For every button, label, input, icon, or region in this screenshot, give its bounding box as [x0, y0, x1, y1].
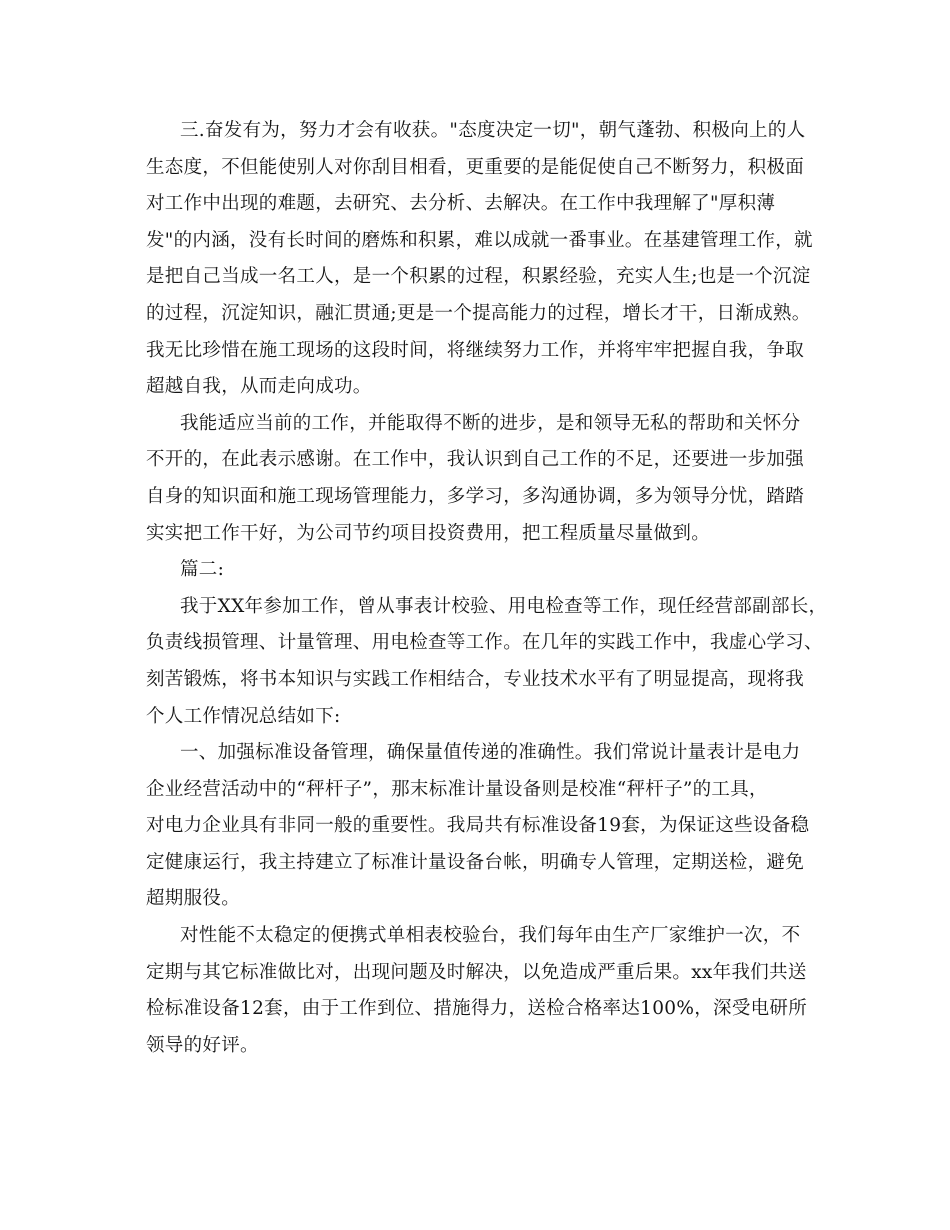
text-line: 我于XX年参加工作，曾从事表计校验、用电检查等工作，现任经营部副部长，: [180, 595, 828, 617]
text-line: 三.奋发有为，努力才会有收获。"态度决定一切"，朝气蓬勃、积极向上的人: [180, 120, 806, 141]
text-line: 自身的知识面和施工现场管理能力，多学习，多沟通协调，多为领导分忧，踏踏: [146, 485, 805, 507]
text-line: 领导的好评。: [146, 1034, 259, 1056]
text-line: 发"的内涵，没有长时间的磨炼和积累，难以成就一番事业。在基建管理工作，就: [146, 229, 813, 251]
text-line: 超期服役。: [146, 888, 241, 910]
text-line: 一、加强标准设备管理，确保量值传递的准确性。我们常说计量表计是电力: [180, 742, 801, 764]
text-line: 定健康运行，我主持建立了标准计量设备台帐，明确专人管理，定期送检，避免: [146, 851, 805, 873]
text-line: 定期与其它标准做比对，出现问题及时解决，以免造成严重后果。xx年我们共送: [146, 961, 807, 983]
text-line: 的过程，沉淀知识，融汇贯通;更是一个提高能力的过程，增长才干，日渐成熟。: [146, 302, 811, 324]
paragraph-intro: [146, 589, 826, 735]
paragraph-attitude: [146, 113, 826, 406]
text-line: 我能适应当前的工作，并能取得不断的进步，是和领导无私的帮助和关怀分: [180, 412, 801, 434]
text-line: 对性能不太稳定的便携式单相表校验台，我们每年由生产厂家维护一次，不: [180, 925, 801, 947]
text-line: 对电力企业具有非同一般的重要性。我局共有标准设备19套，为保证这些设备稳: [146, 815, 810, 837]
section-heading: [146, 552, 826, 589]
text-line: 生态度，不但能使别人对你刮目相看，更重要的是能促使自己不断努力，积极面: [146, 156, 805, 178]
text-line: 检标准设备12套，由于工作到位、措施得力，送检合格率达100%，深受电研所: [146, 998, 808, 1020]
text-line: 超越自我，从而走向成功。: [146, 376, 372, 398]
text-line: 个人工作情况总结如下:: [146, 705, 341, 727]
paragraph-standard-equipment: [146, 735, 826, 918]
text-line: 我无比珍惜在施工现场的这段时间，将继续努力工作，并将牢牢把握自我，争取: [146, 339, 805, 361]
text-line: 不开的，在此表示感谢。在工作中，我认识到自己工作的不足，还要进一步加强: [146, 449, 805, 471]
text-line: 负责线损管理、计量管理、用电检查等工作。在几年的实践工作中，我虚心学习、: [146, 632, 823, 654]
text-line: 实实把工作干好，为公司节约项目投资费用，把工程质量尽量做到。: [146, 522, 711, 544]
section-title: 篇二:: [180, 559, 225, 581]
text-line: 刻苦锻炼，将书本知识与实践工作相结合，专业技术水平有了明显提高，现将我: [146, 668, 805, 690]
text-line: 是把自己当成一名工人，是一个积累的过程，积累经验，充实人生;也是一个沉淀: [146, 266, 811, 288]
document-body: [146, 113, 826, 1064]
paragraph-calibration: [146, 918, 826, 1064]
paragraph-thanks: [146, 406, 826, 552]
text-line: 企业经营活动中的“秤杆子”，那末标准计量设备则是校准“秤杆子”的工具，: [146, 778, 768, 800]
text-line: 对工作中出现的难题，去研究、去分析、去解决。在工作中我理解了"厚积薄: [146, 193, 776, 215]
